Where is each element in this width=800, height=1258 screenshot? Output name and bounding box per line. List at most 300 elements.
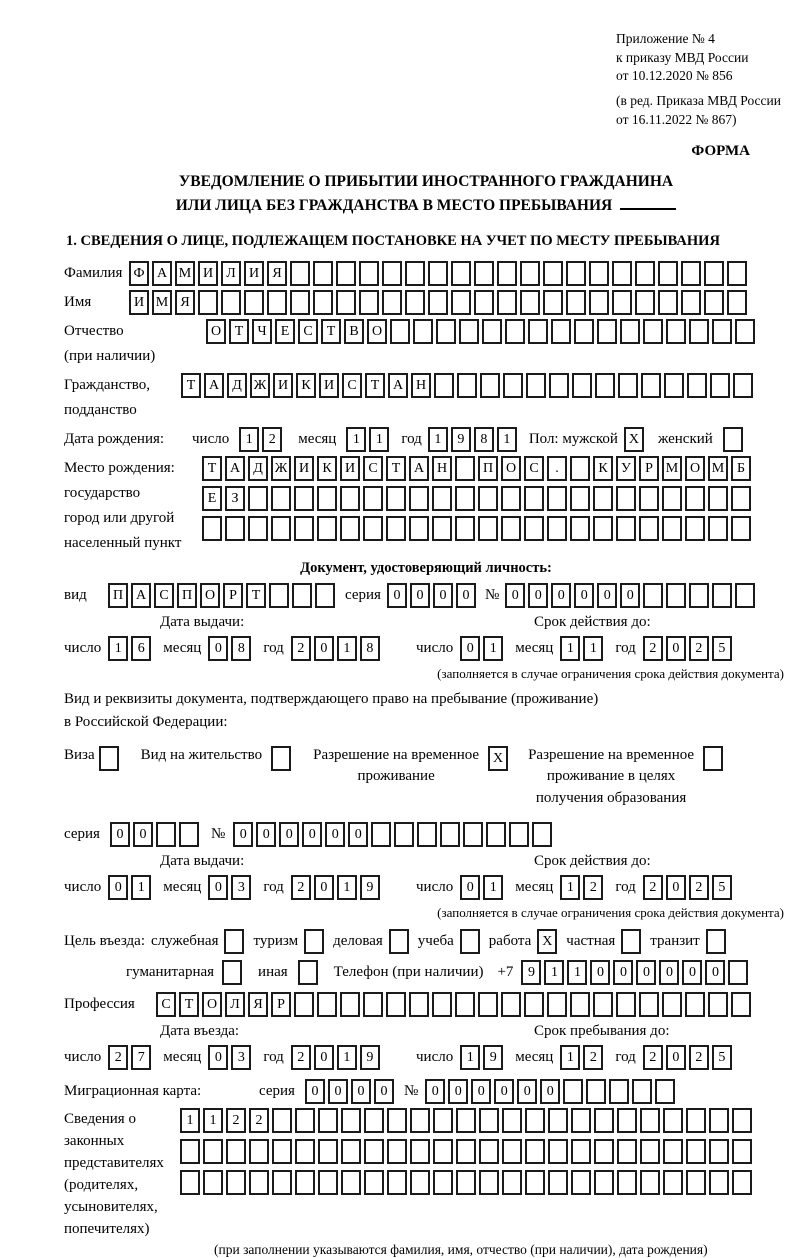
form-cell	[595, 373, 615, 398]
form-cell: 1	[483, 636, 503, 661]
form-cell	[304, 929, 324, 954]
residence-valid-year-cells	[643, 875, 732, 900]
stay-day-cells	[460, 1045, 503, 1070]
form-cell: И	[129, 290, 149, 315]
form-cell	[436, 319, 456, 344]
form-cell	[643, 319, 663, 344]
form-title-line2-text: ИЛИ ЛИЦА БЕЗ ГРАЖДАНСТВА В МЕСТО ПРЕБЫВАНИЯ	[175, 197, 613, 215]
form-cell: И	[198, 261, 218, 286]
form-cell	[712, 583, 732, 608]
patronymic-cells	[206, 319, 755, 344]
form-cell	[455, 486, 475, 511]
form-cell: 0	[208, 875, 228, 900]
form-cell	[662, 486, 682, 511]
form-cell	[708, 516, 728, 541]
entry-day-cells	[108, 1045, 151, 1070]
form-cell	[386, 486, 406, 511]
form-cell: 0	[387, 583, 407, 608]
representatives-label-line: (родителях,	[64, 1176, 139, 1193]
form-cell: 1	[428, 427, 448, 452]
entry-month-cells	[208, 1045, 251, 1070]
form-cell	[271, 516, 291, 541]
form-cell	[524, 516, 544, 541]
form-cell	[497, 290, 517, 315]
form-cell	[478, 992, 498, 1017]
form-cell	[731, 486, 751, 511]
form-cell	[272, 1139, 292, 1164]
form-cell	[681, 290, 701, 315]
form-cell	[620, 319, 640, 344]
form-cell	[732, 1108, 752, 1133]
form-cell	[318, 1108, 338, 1133]
profession-cells	[156, 992, 751, 1017]
form-cell: 3	[231, 1045, 251, 1070]
form-cell	[457, 373, 477, 398]
form-cell: Д	[227, 373, 247, 398]
form-cell	[295, 1139, 315, 1164]
form-cell	[318, 1170, 338, 1195]
form-cell	[336, 261, 356, 286]
valid-until-label: Срок действия до:	[534, 852, 651, 869]
form-cell	[456, 1170, 476, 1195]
form-cell	[317, 516, 337, 541]
form-cell	[364, 1170, 384, 1195]
form-cell: X	[488, 746, 508, 771]
series-label: серия	[345, 587, 381, 604]
doc-kind-cells	[108, 583, 335, 608]
form-cell: Т	[181, 373, 201, 398]
visa-checkbox	[99, 746, 119, 771]
form-cell	[249, 1170, 269, 1195]
form-cell	[486, 822, 506, 847]
form-cell: 0	[374, 1079, 394, 1104]
form-cell	[482, 319, 502, 344]
form-cell	[433, 1170, 453, 1195]
month-label: месяц	[515, 640, 554, 657]
month-label: месяц	[163, 878, 202, 895]
form-cell	[571, 1170, 591, 1195]
purpose-business	[333, 929, 409, 954]
form-cell	[460, 929, 480, 954]
form-cell: 3	[231, 875, 251, 900]
form-cell	[226, 1170, 246, 1195]
form-cell	[640, 1170, 660, 1195]
temp-residence-permit-label	[313, 745, 479, 789]
form-cell: 2	[291, 636, 311, 661]
representatives-label-line: Сведения о	[64, 1110, 136, 1127]
form-cell	[221, 290, 241, 315]
form-cell	[593, 516, 613, 541]
identity-doc-heading: Документ, удостоверяющий личность:	[300, 560, 552, 577]
purpose-second-line	[64, 960, 788, 985]
form-cell	[589, 261, 609, 286]
valid-until-label: Срок действия до:	[534, 614, 651, 631]
form-cell	[387, 1108, 407, 1133]
form-cell	[386, 516, 406, 541]
form-cell: 5	[712, 1045, 732, 1070]
purpose-study-label: учеба	[417, 932, 454, 949]
form-cell	[655, 1079, 675, 1104]
purpose-official-label: служебная	[150, 932, 219, 949]
form-cell	[390, 319, 410, 344]
birth-place-label-line3: город или другой	[64, 510, 175, 527]
edu-permit-label-line1: Разрешение на временное	[528, 746, 695, 763]
form-cell: 9	[360, 875, 380, 900]
form-cell	[639, 516, 659, 541]
form-cell	[594, 1139, 614, 1164]
patronymic-row	[64, 319, 788, 369]
form-cell	[525, 1139, 545, 1164]
form-cell: 0	[494, 1079, 514, 1104]
profession-row	[64, 992, 788, 1017]
form-cell	[509, 822, 529, 847]
year-label: год	[263, 1048, 284, 1065]
validity-note: (заполняется в случае ограничения срока действия документа)	[437, 904, 784, 920]
form-cell	[455, 516, 475, 541]
form-cell	[387, 1170, 407, 1195]
appendix-amendment-line: (в ред. Приказа МВД России	[616, 92, 781, 108]
form-cell	[658, 261, 678, 286]
form-cell	[547, 992, 567, 1017]
form-cell: Е	[202, 486, 222, 511]
form-cell	[549, 373, 569, 398]
citizenship-label	[64, 373, 181, 423]
form-cell: Я	[175, 290, 195, 315]
form-cell: О	[200, 583, 220, 608]
residence-issue-day-cells	[108, 875, 151, 900]
form-cell	[267, 290, 287, 315]
day-label: число	[416, 640, 454, 657]
series-label: серия	[64, 825, 100, 842]
form-cell	[313, 290, 333, 315]
purpose-business-checkbox	[389, 929, 409, 954]
form-cell: С	[156, 992, 176, 1017]
representatives-label-line: законных	[64, 1132, 125, 1149]
form-cell	[363, 516, 383, 541]
representatives-label-line: попечителях)	[64, 1220, 150, 1237]
day-label: число	[416, 878, 454, 895]
form-cell: 0	[256, 822, 276, 847]
form-cell: С	[298, 319, 318, 344]
form-cell	[525, 1170, 545, 1195]
form-cell: 6	[131, 636, 151, 661]
form-cell	[586, 1079, 606, 1104]
form-cell	[570, 486, 590, 511]
form-cell: 9	[483, 1045, 503, 1070]
form-cell	[593, 486, 613, 511]
form-cell: 1	[180, 1108, 200, 1133]
appendix-line: Приложение № 4	[616, 31, 715, 46]
stay-until-label: Срок пребывания до:	[534, 1022, 670, 1039]
form-cell	[571, 1139, 591, 1164]
surname-row	[64, 261, 788, 286]
form-cell: О	[206, 319, 226, 344]
form-cell: 1	[337, 875, 357, 900]
form-cell	[686, 1108, 706, 1133]
form-cell: П	[177, 583, 197, 608]
residence-doc-heading	[64, 688, 788, 735]
doc-series-cells	[387, 583, 476, 608]
form-cell	[548, 1108, 568, 1133]
form-cell	[433, 1108, 453, 1133]
day-label: число	[192, 431, 230, 448]
residence-number-cells	[233, 822, 552, 847]
purpose-official-checkbox	[224, 929, 244, 954]
year-label: год	[263, 640, 284, 657]
form-cell: 0	[620, 583, 640, 608]
form-cell: Р	[223, 583, 243, 608]
form-cell	[735, 583, 755, 608]
doc-issue-day-cells	[108, 636, 151, 661]
form-cell: 0	[110, 822, 130, 847]
doc-valid-year-cells	[643, 636, 732, 661]
form-cell: 5	[712, 875, 732, 900]
identity-doc-dates	[64, 614, 788, 661]
form-cell	[359, 290, 379, 315]
purpose-official	[151, 929, 245, 954]
day-label: число	[64, 640, 102, 657]
representatives-label	[64, 1108, 180, 1240]
form-cell: 2	[249, 1108, 269, 1133]
form-cell	[662, 992, 682, 1017]
form-cell	[340, 486, 360, 511]
form-cell: С	[363, 456, 383, 481]
purpose-business-label: деловая	[333, 932, 383, 949]
form-cell: 0	[314, 875, 334, 900]
form-cell	[410, 1170, 430, 1195]
form-cell: 0	[348, 822, 368, 847]
form-cell: 0	[460, 636, 480, 661]
form-cell	[244, 290, 264, 315]
form-cell: Т	[365, 373, 385, 398]
form-cell: А	[131, 583, 151, 608]
form-cell	[474, 290, 494, 315]
form-cell	[317, 486, 337, 511]
doc-number-cells	[505, 583, 755, 608]
residence-issue-date-block	[64, 853, 416, 900]
form-cell	[704, 261, 724, 286]
form-cell	[551, 319, 571, 344]
form-cell	[689, 319, 709, 344]
given-name-label: Имя	[64, 294, 92, 311]
form-cell	[315, 583, 335, 608]
purpose-humanitarian-checkbox	[222, 960, 242, 985]
form-cell	[290, 261, 310, 286]
form-title-line1: УВЕДОМЛЕНИЕ О ПРИБЫТИИ ИНОСТРАННОГО ГРАЖДАНИНА	[178, 173, 674, 191]
form-cell	[405, 261, 425, 286]
form-cell: О	[501, 456, 521, 481]
form-cell: Т	[179, 992, 199, 1017]
form-cell: М	[152, 290, 172, 315]
form-cell: 0	[208, 636, 228, 661]
form-cell	[639, 486, 659, 511]
form-cell	[203, 1139, 223, 1164]
form-cell	[290, 290, 310, 315]
series-label: серия	[259, 1082, 295, 1099]
form-cell	[456, 1139, 476, 1164]
sex-male-label: Пол: мужской	[528, 431, 618, 448]
form-cell	[574, 319, 594, 344]
form-cell: М	[708, 456, 728, 481]
form-cell	[609, 1079, 629, 1104]
form-cell: Р	[639, 456, 659, 481]
form-cell	[710, 373, 730, 398]
form-cell: 1	[131, 875, 151, 900]
form-cell: 0	[551, 583, 571, 608]
form-cell	[341, 1170, 361, 1195]
form-cell	[340, 516, 360, 541]
birth-month-cells	[346, 427, 389, 452]
form-cell: О	[367, 319, 387, 344]
form-cell: 1	[346, 427, 366, 452]
form-cell	[566, 261, 586, 286]
representatives-label-line: усыновителях,	[64, 1198, 158, 1215]
form-cell	[723, 427, 743, 452]
form-cell: 2	[643, 1045, 663, 1070]
purpose-tourism-checkbox	[304, 929, 324, 954]
birth-date-label: Дата рождения:	[64, 431, 165, 448]
entry-date-block	[64, 1023, 416, 1070]
form-cell	[658, 290, 678, 315]
form-cell	[409, 992, 429, 1017]
form-cell	[532, 822, 552, 847]
form-cell: 1	[560, 636, 580, 661]
form-cell	[709, 1108, 729, 1133]
patronymic-label-line2: (при наличии)	[64, 348, 156, 365]
form-cell: 0	[666, 636, 686, 661]
form-cell	[410, 1139, 430, 1164]
form-cell: 2	[583, 875, 603, 900]
form-cell	[502, 1108, 522, 1133]
form-cell	[547, 486, 567, 511]
form-cell: 2	[689, 1045, 709, 1070]
birth-place-label-line2: государство	[64, 485, 141, 502]
form-cell	[621, 929, 641, 954]
form-cell: 7	[131, 1045, 151, 1070]
form-cell	[298, 960, 318, 985]
form-cell: З	[225, 486, 245, 511]
form-cell: А	[204, 373, 224, 398]
form-cell	[248, 516, 268, 541]
birth-place-label-line1: Место рождения:	[64, 460, 175, 477]
form-cell: 0	[108, 875, 128, 900]
doc-valid-month-cells	[560, 636, 603, 661]
form-cell	[456, 1108, 476, 1133]
form-cell	[451, 261, 471, 286]
purpose-tourism	[253, 929, 324, 954]
form-cell: 0	[448, 1079, 468, 1104]
form-cell: 0	[659, 960, 679, 985]
form-cell	[616, 486, 636, 511]
birth-place-label-line4: населенный пункт	[64, 535, 182, 552]
given-name-cells	[129, 290, 747, 315]
form-cell	[224, 929, 244, 954]
form-cell	[180, 1170, 200, 1195]
form-cell	[318, 1139, 338, 1164]
temp-permit-label-line2: проживание	[357, 768, 435, 785]
form-cell: П	[478, 456, 498, 481]
form-cell: 1	[203, 1108, 223, 1133]
form-cell: Л	[221, 261, 241, 286]
form-cell	[524, 486, 544, 511]
entry-year-cells	[291, 1045, 380, 1070]
form-cell: 0	[133, 822, 153, 847]
form-cell	[703, 746, 723, 771]
doc-kind-label: вид	[64, 587, 87, 604]
form-cell	[272, 1108, 292, 1133]
form-cell	[203, 1170, 223, 1195]
form-cell: С	[342, 373, 362, 398]
residence-doc-heading-line2: в Российской Федерации:	[64, 714, 228, 731]
form-cell	[528, 319, 548, 344]
form-cell: 2	[108, 1045, 128, 1070]
form-cell: А	[152, 261, 172, 286]
form-cell	[295, 1170, 315, 1195]
form-cell	[428, 290, 448, 315]
form-cell: 5	[712, 636, 732, 661]
form-cell	[382, 261, 402, 286]
form-cell: 2	[643, 875, 663, 900]
form-cell	[643, 583, 663, 608]
form-cell: X	[624, 427, 644, 452]
form-cell	[686, 1170, 706, 1195]
form-cell	[455, 992, 475, 1017]
form-cell	[313, 261, 333, 286]
form-cell: 1	[567, 960, 587, 985]
form-cell: 0	[208, 1045, 228, 1070]
form-cell	[248, 486, 268, 511]
form-cell	[704, 290, 724, 315]
form-cell: .	[547, 456, 567, 481]
appendix-line: к приказу МВД России	[616, 49, 749, 65]
form-cell: 9	[451, 427, 471, 452]
form-cell	[685, 486, 705, 511]
month-label: месяц	[515, 878, 554, 895]
form-cell	[180, 1139, 200, 1164]
citizenship-label-line1: Гражданство,	[64, 377, 151, 394]
form-cell	[685, 516, 705, 541]
form-cell	[459, 319, 479, 344]
form-cell	[689, 583, 709, 608]
form-cell: 0	[351, 1079, 371, 1104]
form-cell: 1	[560, 875, 580, 900]
representatives-note: (при заполнении указываются фамилия, имя, отчество (при наличии), дата рождения)	[214, 1241, 708, 1257]
residence-doc-series-row	[64, 822, 788, 847]
purpose-private	[566, 929, 641, 954]
representatives-cellrows	[180, 1108, 788, 1201]
doc-issue-year-cells	[291, 636, 380, 661]
form-cell	[687, 373, 707, 398]
doc-issue-month-cells	[208, 636, 251, 661]
form-cell: 1	[337, 636, 357, 661]
form-cell	[364, 1139, 384, 1164]
form-cell	[432, 516, 452, 541]
form-cell: И	[244, 261, 264, 286]
form-cell: 1	[108, 636, 128, 661]
form-cell	[571, 1108, 591, 1133]
form-cell	[156, 822, 176, 847]
migration-card-row	[64, 1079, 788, 1104]
form-cell: 0	[666, 875, 686, 900]
form-cell	[663, 1108, 683, 1133]
form-cell	[640, 1139, 660, 1164]
form-cell	[709, 1139, 729, 1164]
form-cell: X	[537, 929, 557, 954]
residence-doc-dates	[64, 853, 788, 900]
form-cell: 1	[583, 636, 603, 661]
form-cell: 1	[560, 1045, 580, 1070]
temp-permit-label-line1: Разрешение на временное	[313, 746, 480, 763]
